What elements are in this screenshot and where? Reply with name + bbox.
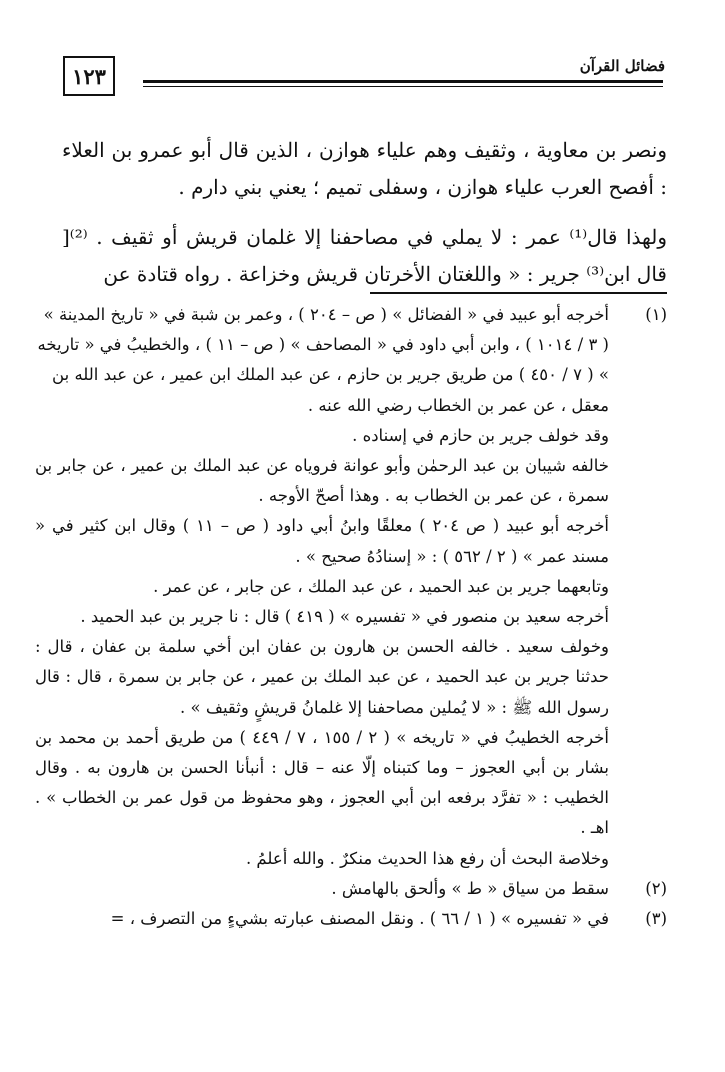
footnote-1-line: أخرجه سعيد بن منصور في « تفسيره » ( ٤١٩ ) قال : نا جرير بن عبد الحميد .: [80, 607, 609, 627]
footnote-number: (١): [645, 305, 667, 324]
body-paragraph-1: ونصر بن معاوية ، وثقيف وهم علياء هوازن ، الذين قال أبو عمرو بن العلاء : أفصح العرب علياء هوازن ، وسفلى تميم ؛ يعني بني دارم .: [62, 138, 667, 199]
footnote-1-line: أخرجه أبو عبيد ( ص ٢٠٤ ) معلقًا وابنُ أبي داود ( ص – ١١ ) وقال ابن كثير في « مسند عمر » ( ٢ / ٥٦٢ ) : « إسنادُهُ صحيح » .: [35, 516, 609, 566]
footnotes-section: [35, 300, 667, 934]
footnote-1-line: خالفه شيبان بن عبد الرحمٰن وأبو عوانة فروياه عن عبد الملك بن عمير ، عن جابر بن سمرة ، عن عمر بن الخطاب به . وهذا أصحّ الأوجه .: [35, 456, 609, 506]
body-paragraph-2: ولهذا قال⁽¹⁾ عمر : لا يملي في مصاحفنا إلا غلمان قريش أو ثقيف . ⁽²⁾[ قال ابن⁽³⁾ جرير : « واللغتان الأخرتان قريش وخزاعة . رواه قتادة عن: [62, 225, 667, 286]
footnote-number: (٢): [645, 878, 667, 898]
footnote-1-line: وخلاصة البحث أن رفع هذا الحديث منكرٌ . والله أعلمُ .: [245, 848, 609, 868]
footnote-1: [35, 300, 667, 421]
footnote-2: [35, 874, 667, 904]
header-rule-thin: [143, 86, 663, 87]
footnote-3: [35, 904, 667, 934]
footnote-1-line: أخرجه الخطيبُ في « تاريخه » ( ٢ / ١٥٥ ، ٧ / ٤٤٩ ) من طريق أحمد بن محمد بن بشار بن أبي العجوز – وما كتبناه إلّا عنه – قال : أنبأنا الحسن بن هارون به . وقال الخطيب : « تفرَّد برفعه ابن أبي العجوز ، وهو محفوظ من قول عمر بن الخطاب » . اهـ .: [35, 727, 609, 838]
footnote-text: أخرجه أبو عبيد في « الفضائل » ( ص – ٢٠٤ ) ، وعمر بن شبة في « تاريخ المدينة » ( ٣ / ١٠١٤ ) ، وابن أبي داود في « المصاحف » ( ص – ١١ ) ، والخطيبُ في « تاريخه » ( ٧ / ٤٥٠ ) من طريق جرير بن حازم ، عن عبد الملك ابن عمير ، عن عبد الله بن معقل ، عن عمر بن الخطاب رضي الله عنه .: [37, 305, 609, 415]
footnote-1-line: وقد خولف جرير بن حازم في إسناده .: [352, 425, 609, 445]
footnote-number: (٣): [645, 909, 667, 929]
footnote-text: في « تفسيره » ( ١ / ٦٦ ) . ونقل المصنف عبارته بشيءٍ من التصرف ، =: [110, 909, 609, 929]
footnote-1-line: وتابعهما جرير بن عبد الحميد ، عن عبد الملك ، عن جابر ، عن عمر .: [153, 576, 609, 596]
footnote-text: سقط من سياق « ط » وألحق بالهامش .: [331, 878, 609, 898]
footnote-divider: [370, 292, 667, 294]
page-number: ١٢٣: [63, 56, 115, 96]
header-rule-thick: [143, 80, 663, 83]
running-title: فضائل القرآن: [579, 57, 665, 75]
footnote-1-line: وخولف سعيد . خالفه الحسن بن هارون بن عفان ابن أخي سلمة بن عفان ، قال : حدثنا جرير بن عبد الحميد ، عن عبد الملك بن عمير ، عن جابر بن سمرة ، قال : قال رسول الله ﷺ : « لا يُملين مصاحفنا إلا غلمانُ قريشٍ وثقيف » .: [35, 637, 610, 717]
